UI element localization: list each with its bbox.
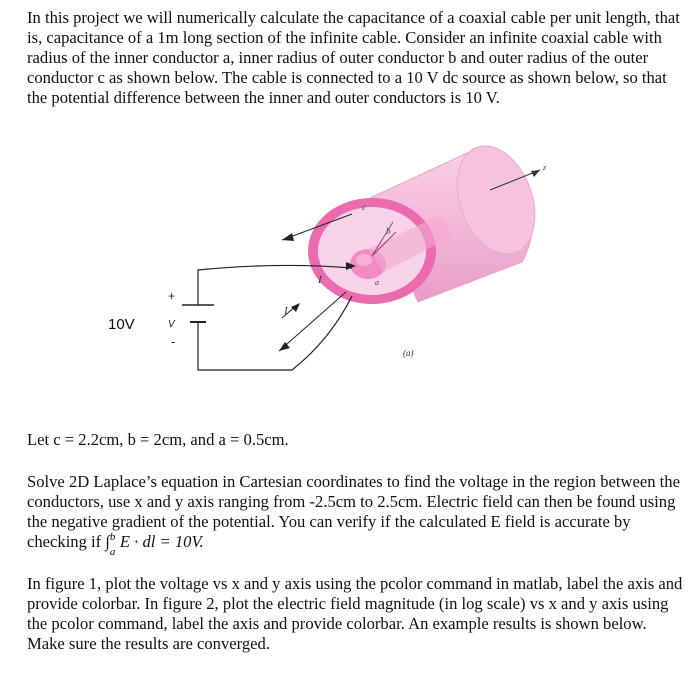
outer-arrow-upper <box>282 233 294 241</box>
current-arrow-bottom <box>291 303 300 312</box>
label-c: c <box>362 202 366 212</box>
integral-lower-limit: a <box>109 546 116 558</box>
current-label-top: I <box>318 274 322 286</box>
current-label-bottom: I <box>284 305 288 317</box>
integral-upper-limit: b <box>109 531 116 543</box>
integral-expression <box>105 531 204 558</box>
label-a: a <box>375 278 379 287</box>
integral-symbol: ∫ <box>105 532 110 551</box>
plus-label: + <box>168 289 176 303</box>
label-b: b <box>386 226 391 236</box>
parameters-line: Let c = 2.2cm, b = 2cm, and a = 0.5cm. <box>27 430 289 449</box>
minus-label: - <box>171 334 176 349</box>
integrand: E · dl = 10V. <box>119 532 204 551</box>
intro-paragraph: In this project we will numerically calculate the capacitance of a coaxial cable per unit length, that is, capacitance of a 1m long section of the infinite cable. Consider an infinite coaxial cable with radius of the inner conductor a, inner radius of outer conductor b and outer radius of the outer conductor c as shown below. The cable is connected to a 10 V dc source as shown below, so that the potential difference between the inner and outer conductors is 10 V. <box>27 8 680 107</box>
task-text: Solve 2D Laplace’s equation in Cartesian coordinates to find the voltage in the region between the conductors, use x and y axis ranging from -2.5cm to 2.5cm. Electric field can then be found using the negative gradient of the potential. You can verify if the calculated E field is accurate by checking if <box>27 472 680 551</box>
figure-caption: (a) <box>403 348 414 358</box>
axis-label: z <box>543 163 547 172</box>
task-paragraph <box>27 472 687 558</box>
figures-request-paragraph: In figure 1, plot the voltage vs x and y axis using the pcolor command in matlab, label the axis and provide colorbar. In figure 2, plot the electric field magnitude (in log scale) vs x and y axis using the pcolor command, label the axis and provide colorbar. An example results is shown below. Make sure the results are converged. <box>27 574 683 653</box>
axis-arrow <box>531 170 540 177</box>
v-label: V <box>168 319 175 330</box>
source-label: 10V <box>108 316 135 333</box>
